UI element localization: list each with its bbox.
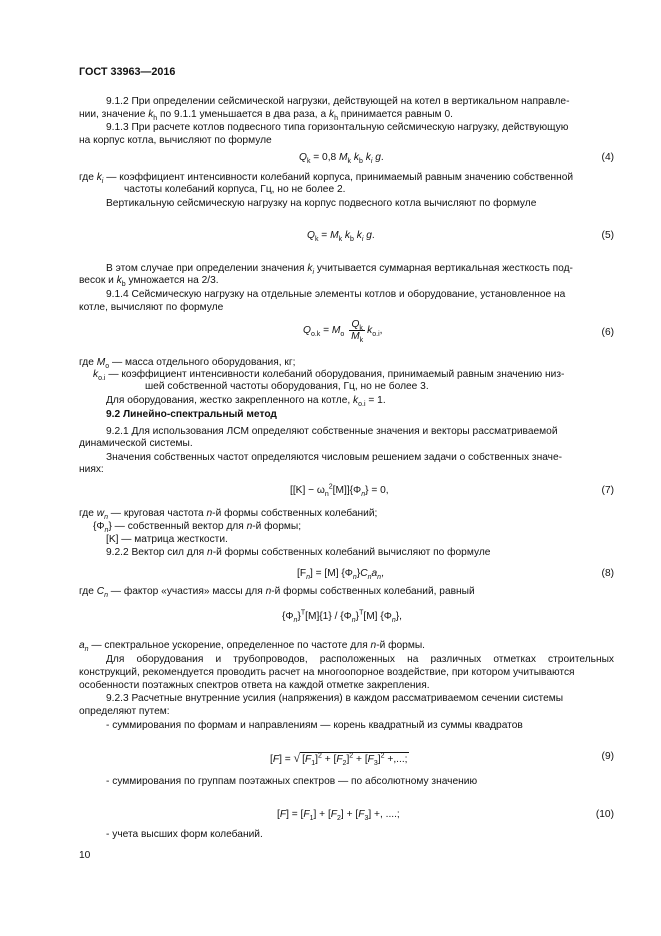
equipment-line2: конструкций, рекомендуется проводить расчет на многоопорное воздействие, при котором учитываются xyxy=(79,667,575,678)
rigid-mount-text: Для оборудования, жестко закрепленного на котле, $k_{o.i} = 1$. xyxy=(106,395,386,409)
equation-cn: $\{\Phi_n\}^T[M]\{1\} / \{\Phi_n\}^T[M]$ $\{\Phi_n\}$, xyxy=(282,609,403,625)
where-cn: где $C_n$ — фактор «участия» массы для n-й формы собственных колебаний, равный xyxy=(79,586,475,600)
where-an: $a_n$ — спектральное ускорение, определенное по частоте для n-й формы. xyxy=(79,640,426,654)
list-item-2: - суммирования по группам поэтажных спектров — по абсолютному значению xyxy=(106,776,478,787)
where-ki-line1: где $k_i$ — коэффициент интенсивности колебаний корпуса, принимаемый равным значению собственной xyxy=(79,172,574,186)
list-item-3: - учета высших форм колебаний. xyxy=(106,829,263,840)
para-9-1-3-line2: на корпус котла, вычисляют по формуле xyxy=(79,135,272,146)
para-9-1-4-line2: котле, вычисляют по формуле xyxy=(79,302,224,313)
where-koi-line2: шей собственной частоты оборудования, Гц, но не более 3. xyxy=(145,381,429,392)
para-9-2-2: 9.2.2 Вектор сил для n-й формы собственных колебаний вычисляют по формуле xyxy=(106,547,491,558)
where-k: [K] — матрица жесткости. xyxy=(106,534,228,545)
equation-9: [F] = √ $[F_1]^2 + [F_2]^2 + [F_3]^2$ +,...; xyxy=(270,751,408,768)
standard-header: ГОСТ 33963—2016 xyxy=(79,66,176,78)
freq-line2: ниях: xyxy=(79,464,104,475)
section-9-2-heading: 9.2 Линейно-спектральный метод xyxy=(106,409,277,420)
where-mo: где $M_o$ — масса отдельного оборудования, кг; xyxy=(79,357,296,371)
equipment-line3: особенности поэтажных спектров ответа на каждой отметке закрепления. xyxy=(79,680,430,691)
para-9-2-1-line2: динамической системы. xyxy=(79,438,193,449)
equation-6: $Q_{o.k} = M_o$ $\frac{Q_k}{M_k}$ $k_{o.i}$, xyxy=(303,319,383,345)
where-wn: где $w_n$ — круговая частота n-й формы собственных колебаний; xyxy=(79,508,378,522)
equation-5: $Q_k = M_k$ $k_b$ $k_i$ g. xyxy=(307,230,375,244)
para-9-2-3-line2: определяют путем: xyxy=(79,706,170,717)
list-item-1: - суммирования по формам и направлениям — корень квадратный из суммы квадратов xyxy=(106,720,523,731)
equation-10: $[F] = [F_1] + [F_2] + [F_3]$ +, ....; xyxy=(277,809,400,823)
equation-4-number: (4) xyxy=(601,152,614,163)
para-9-1-4-line1: 9.1.4 Сейсмическую нагрузку на отдельные элементы котлов и оборудование, установленное на xyxy=(106,289,566,300)
where-phi: $\{\Phi_n\}$ — собственный вектор для n-й формы; xyxy=(93,521,302,535)
freq-line1: Значения собственных частот определяются числовым решением задачи о собственных значе- xyxy=(106,452,563,463)
equipment-line1: Для оборудования и трубопроводов, расположенных на различных отметках строительных xyxy=(106,654,614,665)
equation-6-number: (6) xyxy=(601,327,614,338)
equation-4: $Q_k = 0,8$ $M_k$ $k_b$ $k_i$ g. xyxy=(299,152,384,166)
case-line2: весок и $k_b$ умножается на 2/3. xyxy=(79,275,219,289)
equation-9-number: (9) xyxy=(601,751,614,762)
equation-8: $[F_n] = [M]$ $\{\Phi_n\}C_na_n$, xyxy=(297,568,384,582)
equation-7: $[[K] - \omega_n^2[M]]\{\Phi_n\} = 0$, xyxy=(290,483,389,499)
page-number: 10 xyxy=(79,850,91,861)
vertical-load-text: Вертикальную сейсмическую нагрузку на корпус подвесного котла вычисляют по формуле xyxy=(106,198,537,209)
para-9-1-2-line1: 9.1.2 При определении сейсмической нагрузки, действующей на котел в вертикальном направле- xyxy=(106,96,570,107)
equation-5-number: (5) xyxy=(601,230,614,241)
para-9-1-2-line2: нии, значение $k_h$ по 9.1.1 уменьшается в два раза, а $k_h$ принимается равным 0. xyxy=(79,109,454,123)
equation-7-number: (7) xyxy=(601,485,614,496)
para-9-2-1-line1: 9.2.1 Для использования ЛСМ определяют собственные значения и векторы рассматриваемой xyxy=(106,426,558,437)
equation-10-number: (10) xyxy=(595,809,614,820)
where-ki-line2: частоты колебаний корпуса, Гц, но не более 2. xyxy=(124,184,346,195)
para-9-1-3-line1: 9.1.3 При расчете котлов подвесного типа горизонтальную сейсмическую нагрузку, действующую xyxy=(106,122,569,133)
equation-8-number: (8) xyxy=(601,568,614,579)
where-koi-line1: $k_{o.i}$ — коэффициент интенсивности колебаний оборудования, принимаемый равным значению низ- xyxy=(93,369,565,383)
para-9-2-3-line1: 9.2.3 Расчетные внутренние усилия (напряжения) в каждом рассматриваемом сечении системы xyxy=(106,693,564,704)
case-line1: В этом случае при определении значения $k_i$ учитывается суммарная вертикальная жесткость под- xyxy=(106,263,573,277)
